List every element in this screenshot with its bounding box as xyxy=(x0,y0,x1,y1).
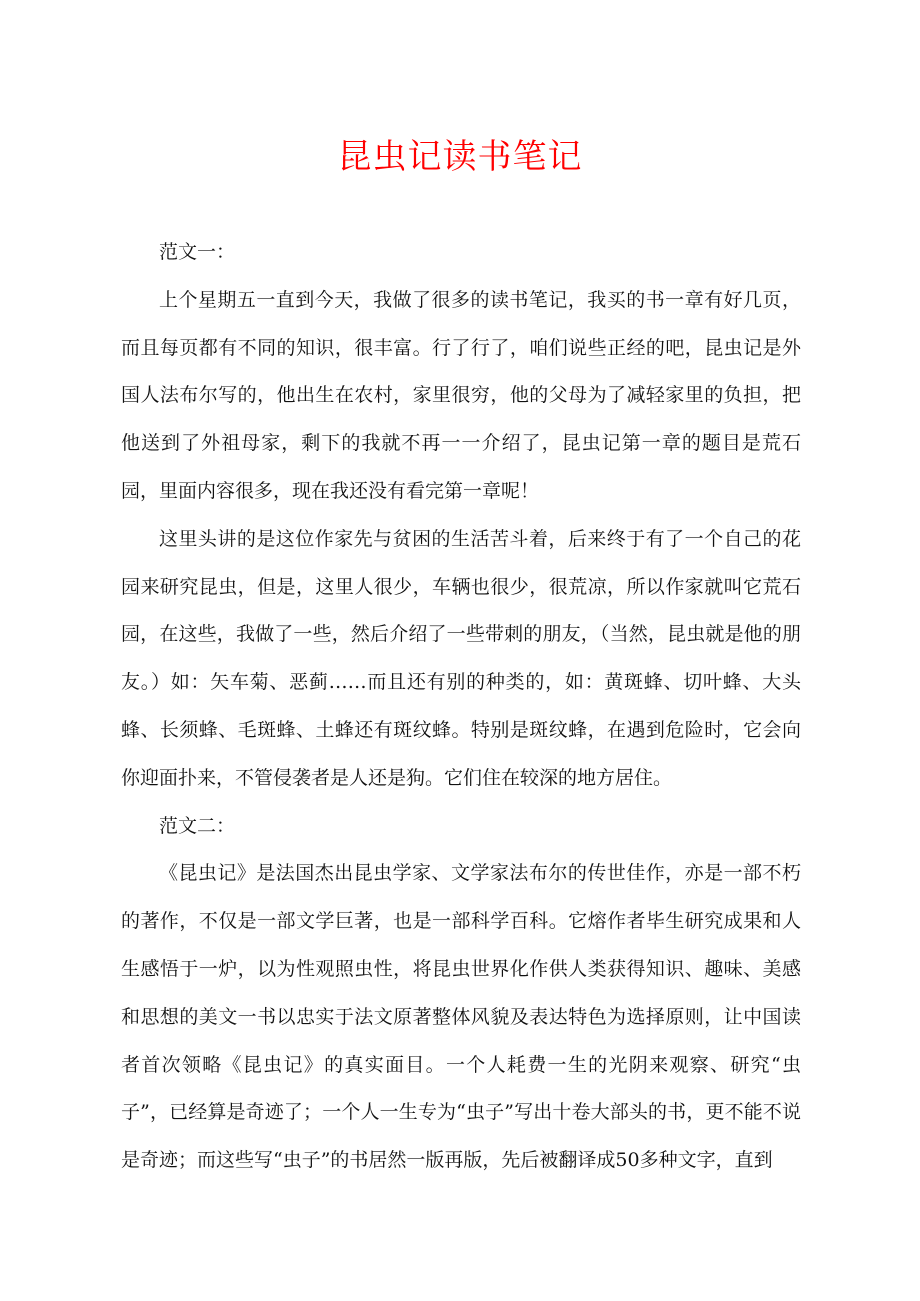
section-label-sample-one: 范文一： xyxy=(159,241,236,263)
document-body xyxy=(121,229,801,1185)
document-title: 昆虫记读书笔记 xyxy=(337,137,583,177)
section-label-sample-two: 范文二： xyxy=(159,814,236,837)
body-paragraph: 上个星期五一直到今天，我做了很多的读书笔记，我买的书一章有好几页，而且每页都有不同的知识，很丰富。行了行了，咱们说些正经的吧，昆虫记是外国人法布尔写的，他出生在农村，家里很穷，他的父母为了减轻家里的负担，把他送到了外祖母家，剩下的我就不再一一介绍了，昆虫记第一章的题目是荒石园，里面内容很多，现在我还没有看完第一章呢！ xyxy=(121,288,801,502)
body-paragraph: 《昆虫记》是法国杰出昆虫学家、文学家法布尔的传世佳作，亦是一部不朽的著作，不仅是一部文学巨著，也是一部科学百科。它熔作者毕生研究成果和人生感悟于一炉，以为性观照虫性，将昆虫世界化作供人类获得知识、趣味、美感和思想的美文一书以忠实于法文原著整体风貌及表达特色为选择原则，让中国读者首次领略《昆虫记》的真实面目。一个人耗费一生的光阴来观察、研究“虫子”，已经算是奇迹了；一个人一生专为“虫子”写出十卷大部头的书，更不能不说是奇迹；而这些写“虫子”的书居然一版再版，先后被翻译成50多种文字，直到 xyxy=(121,862,801,1172)
body-paragraph: 这里头讲的是这位作家先与贫困的生活苦斗着，后来终于有了一个自己的花园来研究昆虫，但是，这里人很少，车辆也很少，很荒凉，所以作家就叫它荒石园，在这些，我做了一些，然后介绍了一些带刺的朋友，（当然，昆虫就是他的朋友。）如：矢车菊、恶蓟……而且还有别的种类的，如：黄斑蜂、切叶蜂、大头蜂、长须蜂、毛斑蜂、土蜂还有斑纹蜂。特别是斑纹蜂，在遇到危险时，它会向你迎面扑来，不管侵袭者是人还是狗。它们住在较深的地方居住。 xyxy=(121,527,801,789)
